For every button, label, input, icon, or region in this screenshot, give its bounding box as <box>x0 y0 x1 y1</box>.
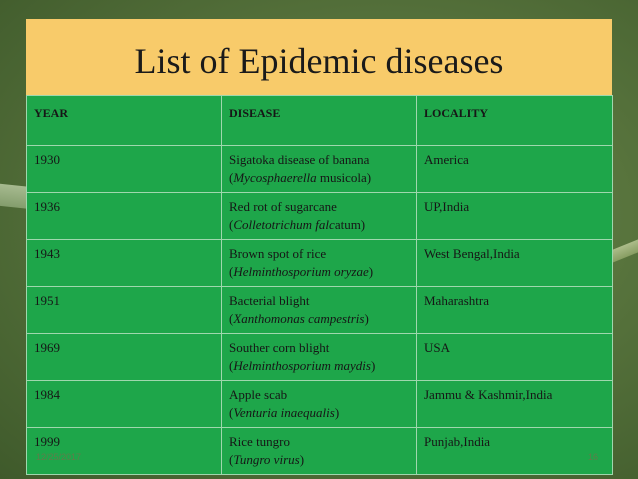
table-header-row <box>27 96 613 146</box>
locality-cell: USA <box>417 334 613 381</box>
paren-open: ( <box>229 358 234 373</box>
pathogen-tail: ) <box>364 311 369 326</box>
disease-name: Apple scab <box>229 387 288 402</box>
year-cell: 1984 <box>27 381 222 428</box>
slide-number: 16 <box>588 452 599 462</box>
locality-cell: UP,India <box>417 193 613 240</box>
year-cell: 1930 <box>27 146 222 193</box>
disease-cell <box>222 146 417 193</box>
disease-cell <box>222 381 417 428</box>
locality-cell: Punjab,India <box>417 428 613 475</box>
year-cell: 1969 <box>27 334 222 381</box>
table-row <box>27 381 613 428</box>
slide-title: List of Epidemic diseases <box>134 41 504 81</box>
table-row <box>27 287 613 334</box>
year-cell: 1951 <box>27 287 222 334</box>
pathogen-name: Xanthomonas campestris <box>233 311 365 326</box>
pathogen-name: Colletotrichum falc <box>233 217 335 232</box>
locality-cell: Maharashtra <box>417 287 613 334</box>
pathogen-tail: musicola) <box>316 170 372 185</box>
header-locality: LOCALITY <box>417 96 613 146</box>
pathogen-tail: atum) <box>334 217 366 232</box>
year-cell: 1936 <box>27 193 222 240</box>
slide-date: 12/25/2017 <box>36 452 82 462</box>
paren-open: ( <box>229 170 234 185</box>
title-bar <box>26 19 612 95</box>
table-row <box>27 146 613 193</box>
paren-open: ( <box>229 452 234 467</box>
paren-open: ( <box>229 264 234 279</box>
disease-name: Red rot of sugarcane <box>229 199 337 214</box>
epidemic-diseases-table <box>26 95 613 475</box>
pathogen-tail: ) <box>299 452 305 467</box>
table-row <box>27 428 613 475</box>
year-cell: 1999 <box>27 428 222 475</box>
pathogen-name: Venturia inaequalis <box>233 405 335 420</box>
disease-cell <box>222 334 417 381</box>
pathogen-tail: ) <box>370 358 376 373</box>
disease-name: Bacterial blight <box>229 293 310 308</box>
table-row <box>27 334 613 381</box>
year-cell: 1943 <box>27 240 222 287</box>
locality-cell: West Bengal,India <box>417 240 613 287</box>
disease-name: Sigatoka disease of banana <box>229 152 370 167</box>
pathogen-name: Helminthosporium oryzae <box>233 264 369 279</box>
pathogen-name: Mycosphaerella <box>233 170 317 185</box>
header-disease: DISEASE <box>222 96 417 146</box>
disease-name: Souther corn blight <box>229 340 330 355</box>
slide <box>26 19 612 467</box>
header-year: YEAR <box>27 96 222 146</box>
paren-open: ( <box>229 311 234 326</box>
disease-name: Rice tungro <box>229 434 291 449</box>
table-row <box>27 193 613 240</box>
paren-open: ( <box>229 217 234 232</box>
pathogen-name: Helminthosporium maydis <box>233 358 371 373</box>
locality-cell: Jammu & Kashmir,India <box>417 381 613 428</box>
pathogen-tail: ) <box>334 405 340 420</box>
paren-open: ( <box>229 405 234 420</box>
table-row <box>27 240 613 287</box>
disease-cell <box>222 428 417 475</box>
disease-cell <box>222 193 417 240</box>
disease-cell <box>222 240 417 287</box>
pathogen-tail: ) <box>368 264 374 279</box>
disease-name: Brown spot of rice <box>229 246 327 261</box>
disease-cell <box>222 287 417 334</box>
locality-cell: America <box>417 146 613 193</box>
pathogen-name: Tungro virus <box>233 452 300 467</box>
